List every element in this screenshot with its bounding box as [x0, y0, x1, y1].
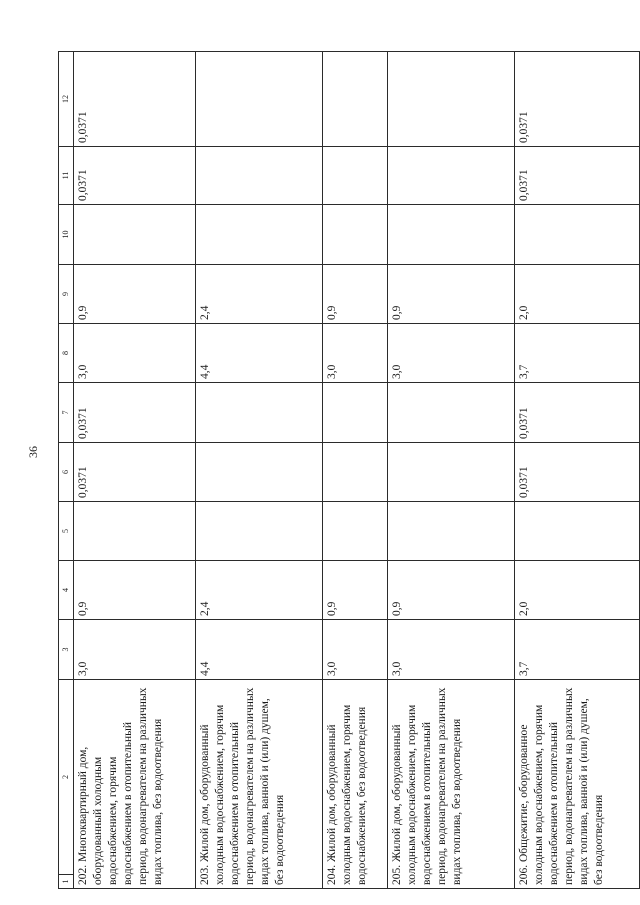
row-description-cell	[196, 680, 323, 889]
column-header: 10	[59, 205, 74, 265]
value-cell: 3,0	[74, 324, 196, 383]
value-cell: 4,4	[196, 620, 323, 680]
value-cell	[515, 502, 640, 561]
value-cell	[388, 502, 515, 561]
value-cell: 0,9	[388, 265, 515, 324]
value-cell: 0,9	[74, 265, 196, 324]
row-number: 203.	[199, 864, 211, 885]
value-cell	[323, 52, 388, 147]
value-cell: 3,7	[515, 324, 640, 383]
table-row	[196, 52, 323, 889]
column-header: 11	[59, 147, 74, 205]
value-cell: 2,0	[515, 561, 640, 620]
value-cell: 3,0	[323, 324, 388, 383]
value-cell: 3,0	[388, 324, 515, 383]
value-cell: 0,9	[388, 561, 515, 620]
value-cell	[323, 147, 388, 205]
row-description: Многоквартирный дом, оборудованный холодным водоснабжением, горячим водоснабжением в отопительный период, водонагревателем на различных видах топлива, без водоотведения	[77, 687, 164, 885]
value-cell: 0,0371	[74, 383, 196, 443]
value-cell	[388, 52, 515, 147]
value-cell	[196, 205, 323, 265]
value-cell: 2,0	[515, 265, 640, 324]
row-description: Жилой дом, оборудованный холодным водоснабжением, горячим водоснабжением в отопительный период, водонагревателем на различных видах топлива, без водоотведения	[391, 687, 463, 885]
table-row	[74, 52, 196, 889]
value-cell	[196, 443, 323, 502]
value-cell	[196, 502, 323, 561]
column-header: 8	[59, 324, 74, 383]
column-header: 4	[59, 561, 74, 620]
value-cell: 0,0371	[515, 443, 640, 502]
value-cell: 3,0	[323, 620, 388, 680]
row-number: 202.	[77, 864, 89, 885]
row-description-cell	[388, 680, 515, 889]
row-description: Общежитие, оборудованное холодным водоснабжением, горячим водоснабжением в отопительный период, водонагревателем на различных видах топлива, ванной и (или) душем, без водоотведения	[518, 687, 605, 885]
value-cell: 3,0	[74, 620, 196, 680]
value-cell: 2,4	[196, 561, 323, 620]
value-cell	[323, 443, 388, 502]
value-cell: 0,9	[323, 561, 388, 620]
column-header: 12	[59, 52, 74, 147]
value-cell: 4,4	[196, 324, 323, 383]
value-cell	[323, 502, 388, 561]
column-header: 3	[59, 620, 74, 680]
column-header: 1	[59, 875, 74, 889]
page-number: 36	[26, 446, 40, 458]
column-header: 5	[59, 502, 74, 561]
value-cell: 3,7	[515, 620, 640, 680]
row-description: Жилой дом, оборудованный холодным водоснабжением, горячим водоснабжением в отопительный период, водонагревателем на различных видах топлива, ванной и (или) душем, без водоотведения	[199, 687, 286, 885]
value-cell	[515, 205, 640, 265]
value-cell	[74, 205, 196, 265]
value-cell: 0,0371	[74, 443, 196, 502]
value-cell	[388, 443, 515, 502]
column-number-row	[59, 52, 74, 889]
table-row	[323, 52, 388, 889]
value-cell	[196, 383, 323, 443]
value-cell: 3,0	[388, 620, 515, 680]
value-cell: 0,0371	[74, 147, 196, 205]
column-header: 2	[59, 680, 74, 875]
value-cell	[323, 205, 388, 265]
value-cell	[196, 52, 323, 147]
value-cell	[388, 205, 515, 265]
row-number: 204.	[326, 864, 338, 885]
norms-table	[58, 51, 640, 889]
value-cell: 2,4	[196, 265, 323, 324]
row-description-cell	[515, 680, 640, 889]
value-cell	[388, 383, 515, 443]
column-header: 7	[59, 383, 74, 443]
value-cell: 0,0371	[515, 52, 640, 147]
row-number: 205.	[391, 864, 403, 885]
table-row	[515, 52, 640, 889]
row-number: 206.	[518, 864, 530, 885]
column-header: 6	[59, 443, 74, 502]
value-cell: 0,0371	[515, 383, 640, 443]
value-cell: 0,0371	[515, 147, 640, 205]
value-cell: 0,0371	[74, 52, 196, 147]
column-header: 9	[59, 265, 74, 324]
row-description-cell	[323, 680, 388, 889]
value-cell	[323, 383, 388, 443]
row-description: Жилой дом, оборудованный холодным водоснабжением, горячим водоснабжением, без водоотведения	[326, 704, 368, 885]
value-cell: 0,9	[74, 561, 196, 620]
row-description-cell	[74, 680, 196, 889]
value-cell	[74, 502, 196, 561]
value-cell	[196, 147, 323, 205]
value-cell	[388, 147, 515, 205]
table-row	[388, 52, 515, 889]
value-cell: 0,9	[323, 265, 388, 324]
rotated-page	[58, 52, 638, 889]
